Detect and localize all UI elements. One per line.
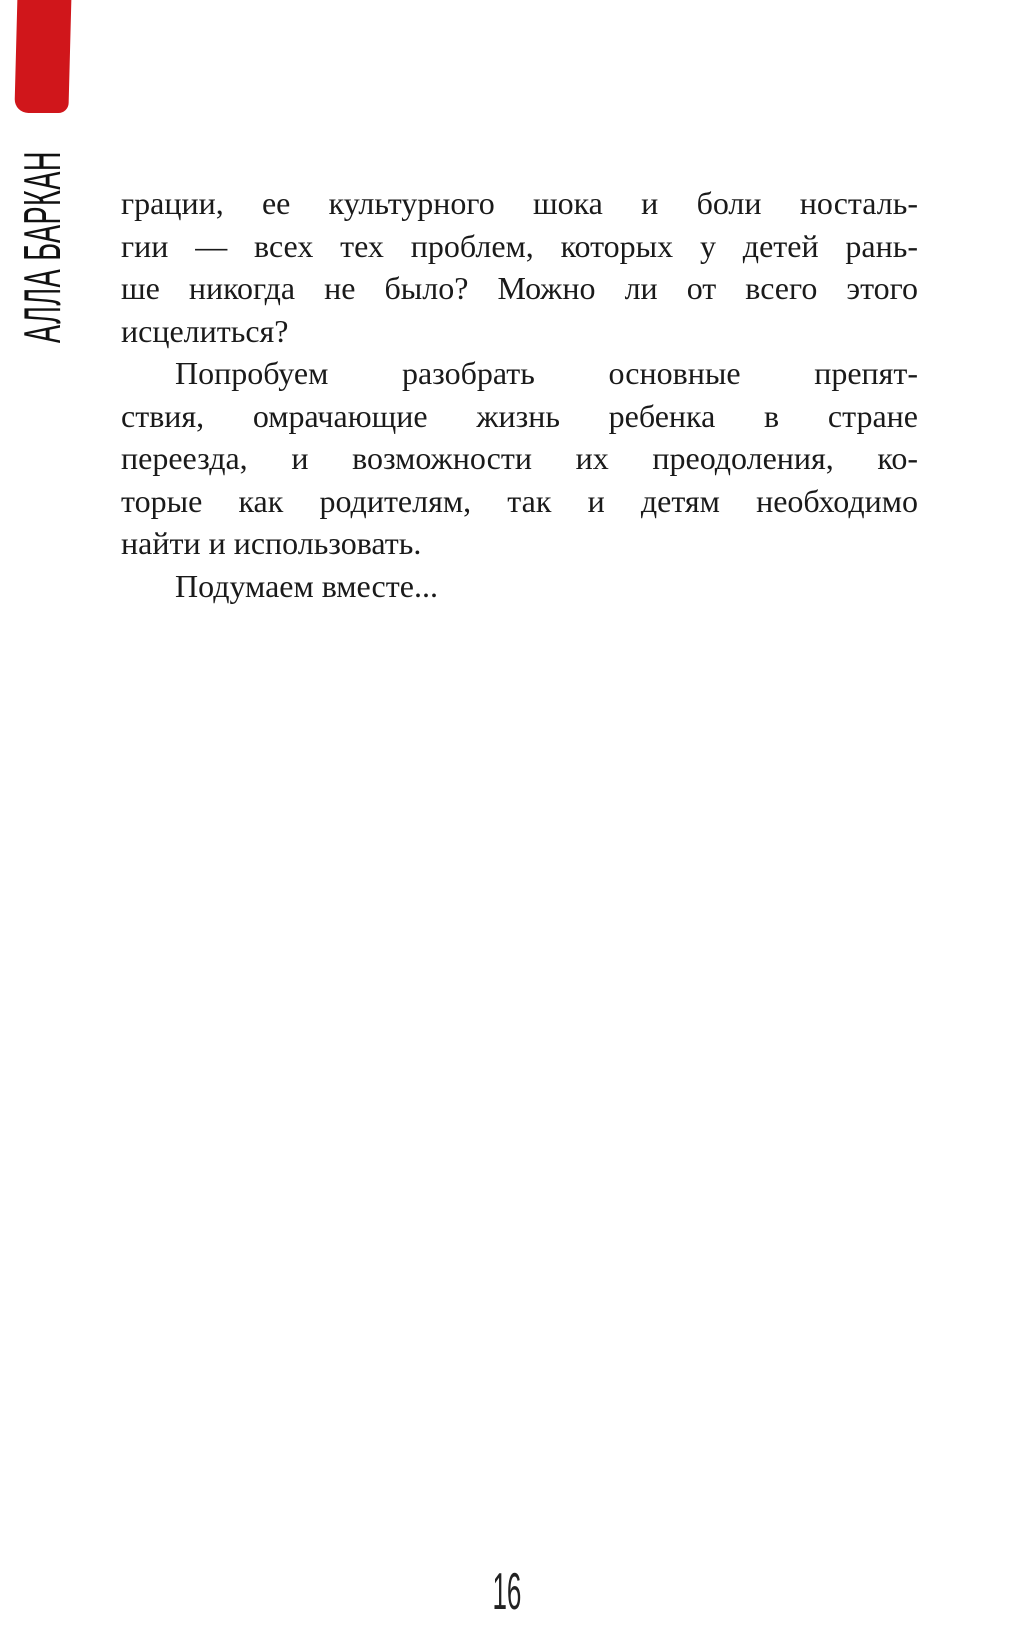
author-name: АЛЛА БАРКАН — [14, 151, 72, 343]
text-line: найти и использовать. — [121, 525, 422, 561]
page-number-text: 16 — [492, 1563, 521, 1621]
running-header-author — [14, 0, 72, 343]
text-line: ствия, омрачающие жизнь ребенка в стране — [121, 397, 918, 434]
text-line: ше никогда не было? Можно ли от всего этого — [121, 270, 918, 306]
text-line: грации, ее культурного шока и боли носталь- — [121, 185, 918, 221]
text-line: переезда, и возможности их преодоления, ко- — [121, 440, 918, 476]
body-text — [121, 182, 918, 607]
text-line: торые как родителям, так и детям необходимо — [121, 482, 918, 519]
page-number — [0, 1562, 1013, 1622]
text-line: Подумаем вместе... — [175, 567, 438, 604]
text-line: Попробуем разобрать основные препят- — [175, 355, 918, 391]
text-line: гии — всех тех проблем, которых у детей рань- — [121, 227, 918, 264]
text-line: исцелиться? — [121, 312, 289, 349]
